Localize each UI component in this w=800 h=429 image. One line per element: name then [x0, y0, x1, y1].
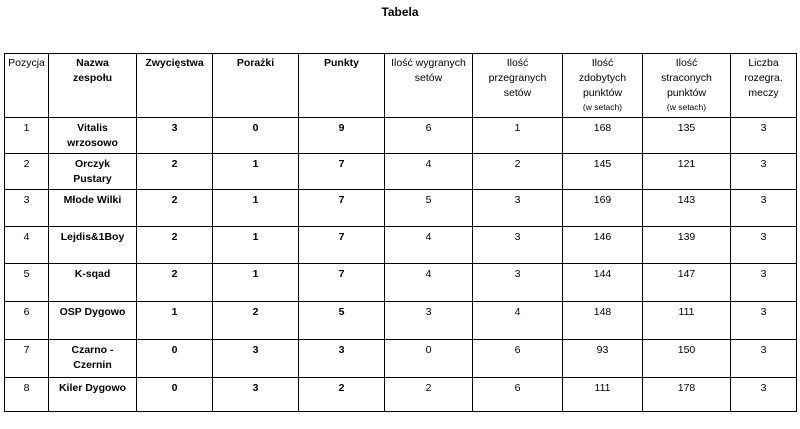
header-wins [137, 54, 213, 118]
cell-wins: 2 [137, 190, 213, 227]
header-line: Liczba [748, 57, 779, 69]
cell-position: 1 [5, 118, 49, 154]
cell-matches-played: 3 [731, 264, 797, 302]
cell-points-lost: 147 [643, 264, 731, 302]
cell-team-name [49, 378, 137, 412]
cell-position: 8 [5, 378, 49, 412]
cell-points-scored: 145 [563, 154, 643, 190]
header-points-scored [563, 54, 643, 118]
cell-points-lost: 150 [643, 340, 731, 378]
team-name-line: Vitalis [77, 122, 108, 134]
cell-points: 2 [299, 378, 385, 412]
cell-points: 5 [299, 302, 385, 340]
table-row [5, 118, 797, 154]
header-team-name [49, 54, 137, 118]
cell-losses: 1 [213, 227, 299, 264]
header-sets-won [385, 54, 473, 118]
cell-team-name [49, 118, 137, 154]
cell-team-name [49, 264, 137, 302]
cell-losses: 1 [213, 264, 299, 302]
cell-wins: 0 [137, 340, 213, 378]
team-name-line: Czarno - [71, 344, 114, 356]
cell-position: 6 [5, 302, 49, 340]
header-line: setów [503, 87, 532, 99]
table-row [5, 340, 797, 378]
cell-sets-won: 3 [385, 302, 473, 340]
header-line: punktów [582, 87, 623, 99]
header-note: (w setach) [666, 102, 707, 112]
cell-points-lost: 121 [643, 154, 731, 190]
cell-matches-played: 3 [731, 302, 797, 340]
standings-table [4, 53, 797, 412]
header-matches-played [731, 54, 797, 118]
cell-points: 9 [299, 118, 385, 154]
cell-wins: 1 [137, 302, 213, 340]
header-line: straconych [661, 72, 712, 84]
cell-points-lost: 178 [643, 378, 731, 412]
cell-points-lost: 111 [643, 302, 731, 340]
cell-points: 7 [299, 227, 385, 264]
cell-sets-lost: 3 [473, 264, 563, 302]
header-sets-lost [473, 54, 563, 118]
header-line: Zwycięstwa [145, 57, 204, 69]
cell-sets-lost: 6 [473, 340, 563, 378]
header-line: Ilość [506, 57, 529, 69]
cell-team-name [49, 227, 137, 264]
header-line: Ilość wygranych [391, 57, 466, 69]
header-points-lost [643, 54, 731, 118]
cell-position: 7 [5, 340, 49, 378]
cell-team-name [49, 154, 137, 190]
cell-sets-won: 4 [385, 264, 473, 302]
table-row [5, 154, 797, 190]
header-line: Pozycja [8, 57, 45, 69]
team-name-line: Kiler Dygowo [58, 382, 127, 394]
cell-position: 2 [5, 154, 49, 190]
cell-matches-played: 3 [731, 154, 797, 190]
cell-wins: 0 [137, 378, 213, 412]
cell-losses: 0 [213, 118, 299, 154]
cell-matches-played: 3 [731, 340, 797, 378]
cell-points-lost: 135 [643, 118, 731, 154]
cell-matches-played: 3 [731, 190, 797, 227]
header-note: (w setach) [582, 102, 623, 112]
team-name-line: Orczyk [74, 158, 111, 170]
table-row [5, 302, 797, 340]
header-line: rozegra. meczy [744, 72, 783, 99]
header-line: Ilość [591, 57, 614, 69]
cell-matches-played: 3 [731, 118, 797, 154]
team-name-line: Czernin [73, 359, 112, 371]
cell-points-scored: 146 [563, 227, 643, 264]
cell-sets-lost: 2 [473, 154, 563, 190]
team-name-line: OSP Dygowo [59, 306, 126, 318]
cell-matches-played: 3 [731, 227, 797, 264]
header-points [299, 54, 385, 118]
cell-sets-lost: 6 [473, 378, 563, 412]
cell-team-name [49, 340, 137, 378]
cell-points: 7 [299, 264, 385, 302]
cell-points-scored: 169 [563, 190, 643, 227]
cell-team-name [49, 302, 137, 340]
cell-points: 7 [299, 154, 385, 190]
cell-position: 5 [5, 264, 49, 302]
header-line: Nazwa [76, 57, 109, 69]
header-losses [213, 54, 299, 118]
cell-points-lost: 143 [643, 190, 731, 227]
cell-losses: 3 [213, 378, 299, 412]
cell-sets-lost: 1 [473, 118, 563, 154]
cell-points-scored: 93 [563, 340, 643, 378]
header-line: Punkty [323, 57, 359, 69]
cell-losses: 3 [213, 340, 299, 378]
cell-sets-won: 6 [385, 118, 473, 154]
header-line: przegranych [488, 72, 547, 84]
cell-wins: 2 [137, 154, 213, 190]
cell-team-name [49, 190, 137, 227]
table-row [5, 264, 797, 302]
cell-sets-won: 4 [385, 227, 473, 264]
cell-losses: 1 [213, 154, 299, 190]
header-line: punktów [666, 87, 707, 99]
cell-points-lost: 139 [643, 227, 731, 264]
cell-wins: 2 [137, 264, 213, 302]
team-name-line: Lejdis&1Boy [60, 231, 125, 243]
team-name-line: K-sqad [74, 268, 111, 280]
table-row [5, 227, 797, 264]
team-name-line: wrzosowo [67, 137, 118, 149]
cell-points-scored: 148 [563, 302, 643, 340]
cell-sets-lost: 4 [473, 302, 563, 340]
team-name-line: Pustary [73, 173, 112, 185]
header-line: zdobytych [578, 72, 627, 84]
header-line: zespołu [72, 72, 113, 84]
header-line: setów [414, 72, 443, 84]
header-position [5, 54, 49, 118]
header-line: Porażki [236, 57, 275, 69]
cell-sets-won: 4 [385, 154, 473, 190]
cell-points: 3 [299, 340, 385, 378]
cell-sets-lost: 3 [473, 227, 563, 264]
cell-points-scored: 144 [563, 264, 643, 302]
cell-sets-won: 2 [385, 378, 473, 412]
cell-losses: 1 [213, 190, 299, 227]
table-row [5, 378, 797, 412]
cell-wins: 3 [137, 118, 213, 154]
page-title: Tabela [381, 5, 419, 19]
header-row [5, 54, 797, 118]
cell-points: 7 [299, 190, 385, 227]
cell-position: 4 [5, 227, 49, 264]
cell-sets-won: 5 [385, 190, 473, 227]
cell-wins: 2 [137, 227, 213, 264]
cell-position: 3 [5, 190, 49, 227]
cell-losses: 2 [213, 302, 299, 340]
cell-points-scored: 111 [563, 378, 643, 412]
team-name-line: Młode Wilki [63, 194, 122, 206]
header-line: Ilość [675, 57, 698, 69]
cell-matches-played: 3 [731, 378, 797, 412]
cell-sets-lost: 3 [473, 190, 563, 227]
cell-sets-won: 0 [385, 340, 473, 378]
cell-points-scored: 168 [563, 118, 643, 154]
table-row [5, 190, 797, 227]
